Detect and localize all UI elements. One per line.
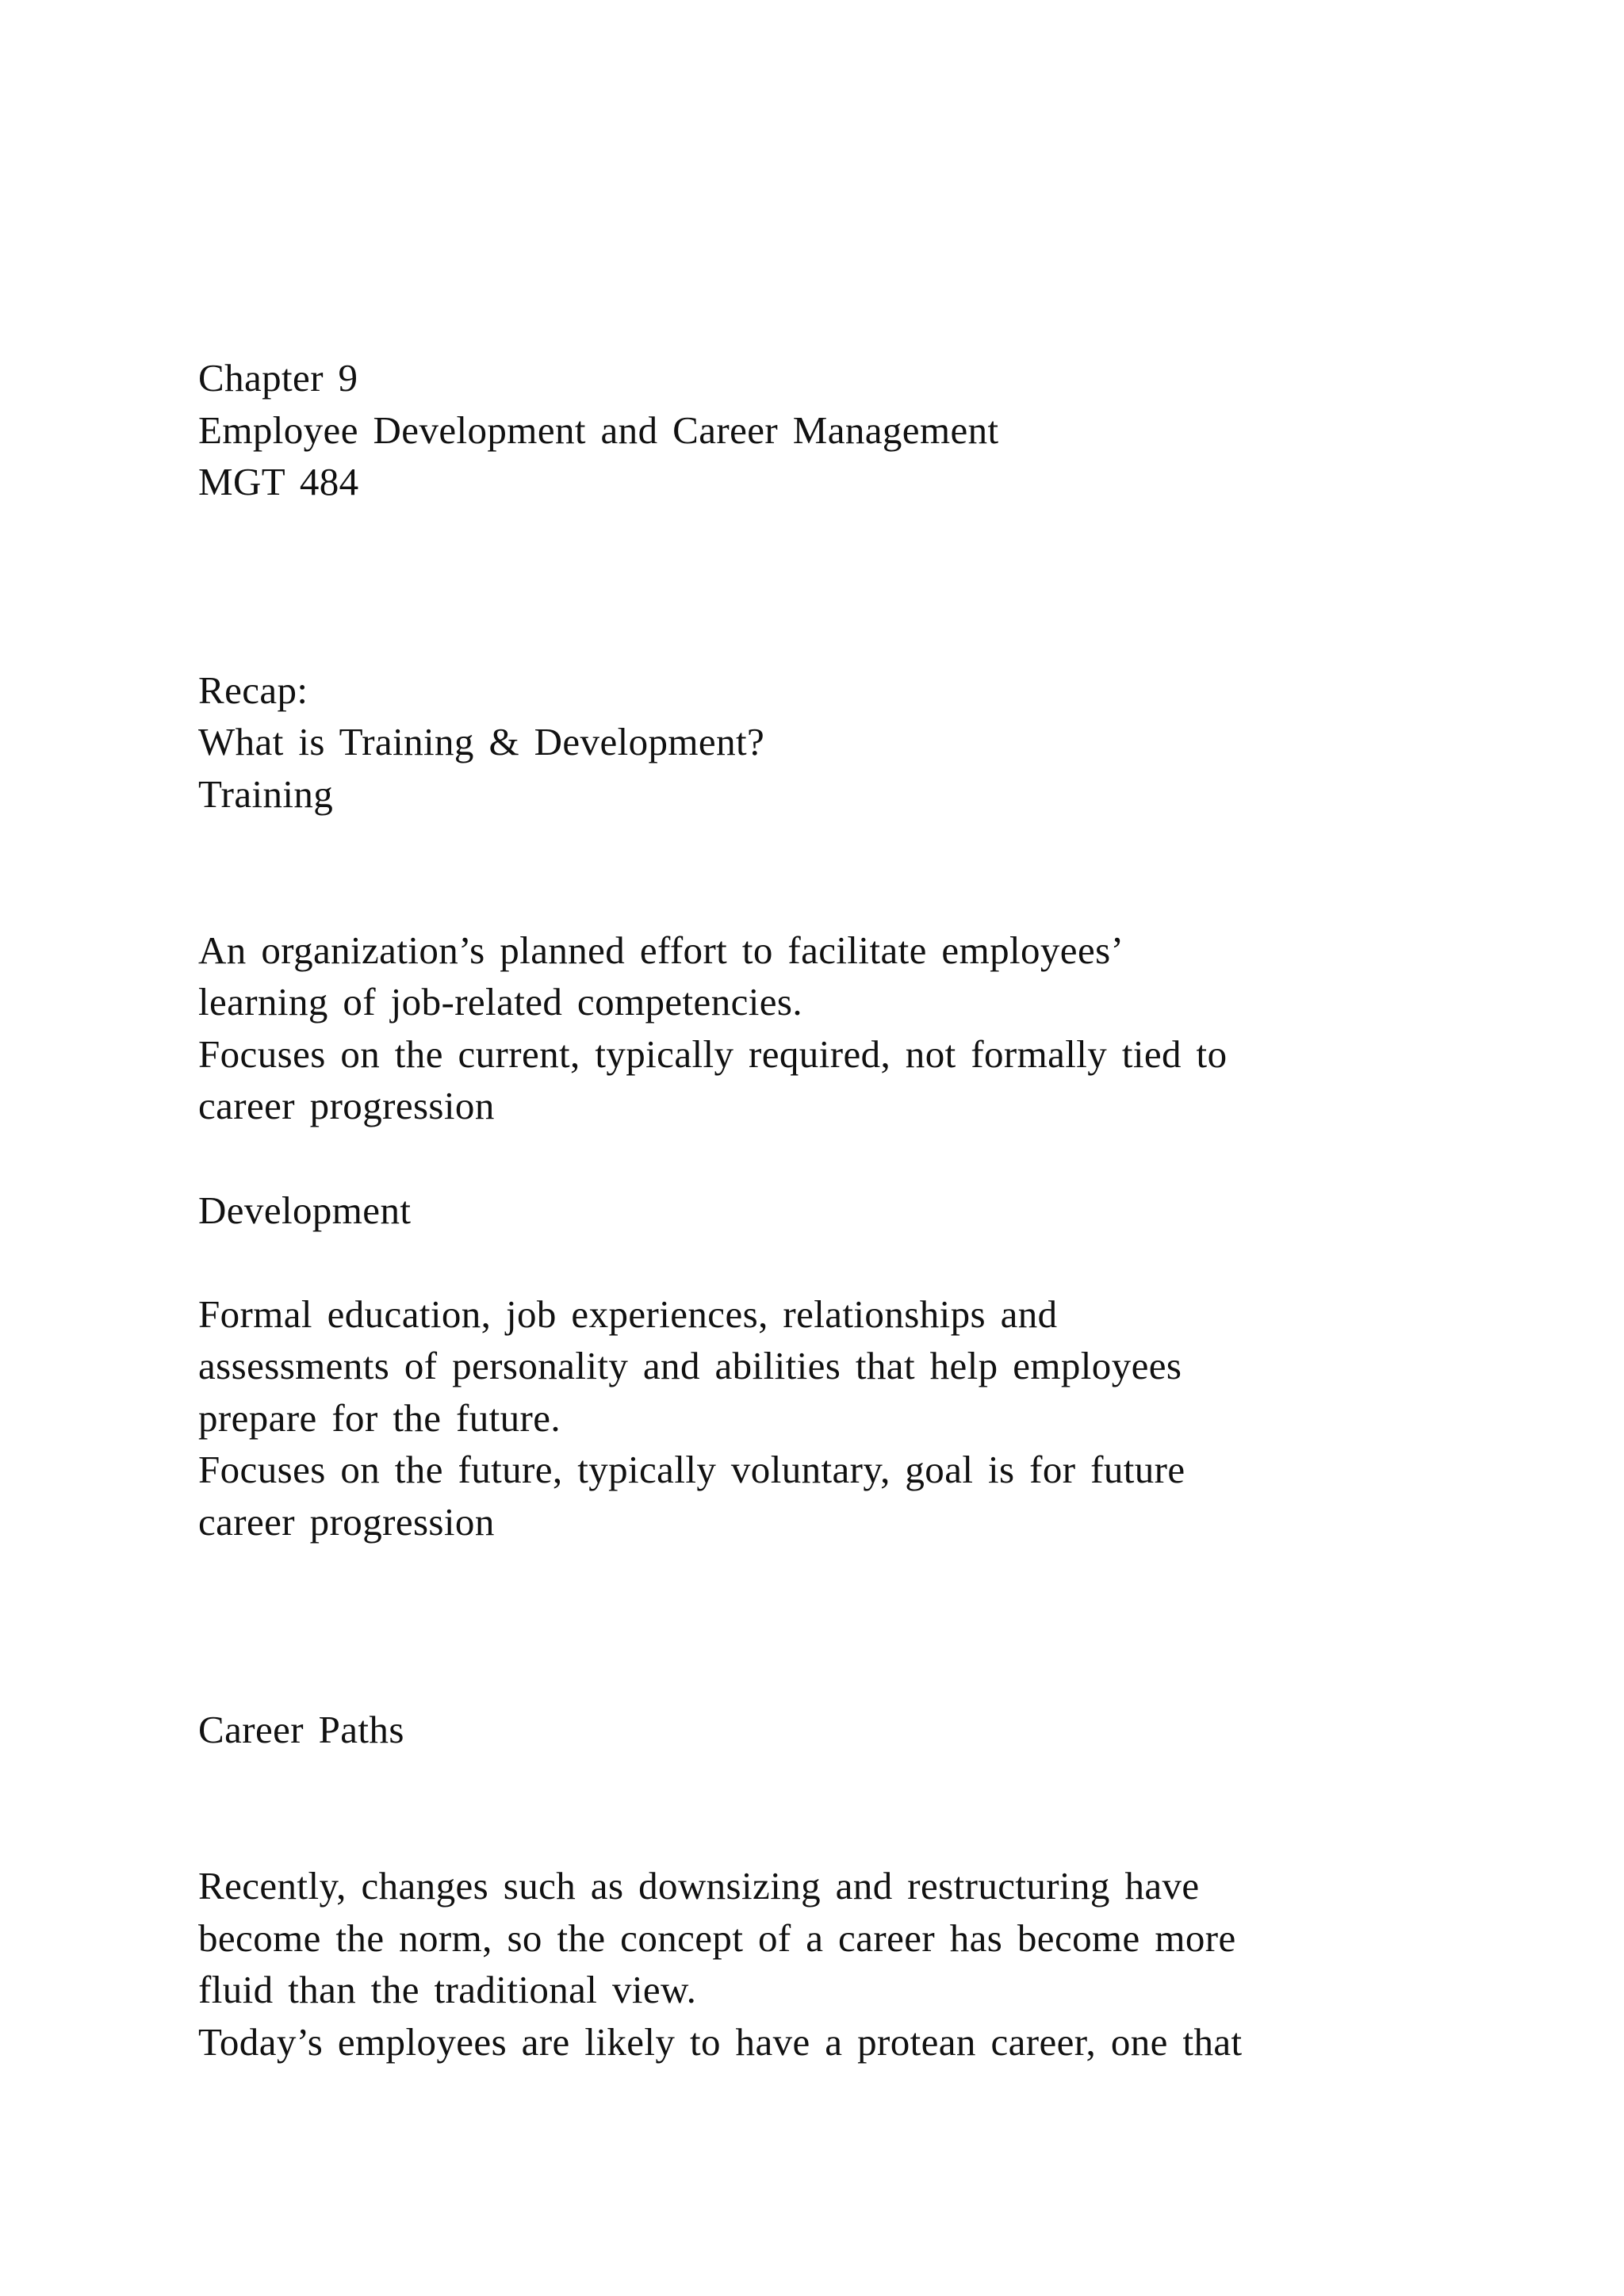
blank-line	[198, 560, 1467, 612]
blank-line	[198, 872, 1467, 924]
training-focus-line: career progression	[198, 1084, 495, 1128]
chapter-number: Chapter 9	[198, 356, 358, 400]
development-heading: Development	[198, 1188, 412, 1232]
training-heading: Training	[198, 771, 334, 816]
career-paths-paragraph-line: fluid than the traditional view.	[198, 1968, 697, 2012]
career-paths-heading: Career Paths	[198, 1708, 404, 1752]
training-definition-line: learning of job-related competencies.	[198, 980, 803, 1024]
blank-line	[198, 1236, 1467, 1288]
career-paths-paragraph-line: become the norm, so the concept of a career has become more	[198, 1915, 1236, 1960]
career-paths-paragraph-line: Recently, changes such as downsizing and restructuring have	[198, 1864, 1200, 1908]
development-focus-line: career progression	[198, 1500, 495, 1544]
blank-line	[198, 1548, 1467, 1601]
development-definition-line: prepare for the future.	[198, 1395, 561, 1440]
course-code: MGT 484	[198, 460, 359, 504]
chapter-title: Employee Development and Career Management	[198, 408, 999, 452]
career-paths-paragraph-line: Today’s employees are likely to have a protean career, one that	[198, 2020, 1243, 2064]
blank-line	[198, 1808, 1467, 1861]
blank-line	[198, 1652, 1467, 1705]
blank-line	[198, 820, 1467, 872]
recap-heading: Recap:	[198, 668, 308, 712]
recap-question: What is Training & Development?	[198, 720, 765, 764]
blank-line	[198, 612, 1467, 664]
blank-line	[198, 1600, 1467, 1652]
blank-line	[198, 1756, 1467, 1808]
document-body	[198, 352, 1467, 2068]
blank-line	[198, 1132, 1467, 1184]
development-focus-line: Focuses on the future, typically voluntary, goal is for future	[198, 1448, 1185, 1492]
development-definition-line: Formal education, job experiences, relationships and	[198, 1292, 1058, 1336]
training-definition-line: An organization’s planned effort to facilitate employees’	[198, 928, 1124, 972]
development-definition-line: assessments of personality and abilities that help employees	[198, 1344, 1182, 1388]
training-focus-line: Focuses on the current, typically required, not formally tied to	[198, 1031, 1228, 1076]
blank-line	[198, 508, 1467, 561]
